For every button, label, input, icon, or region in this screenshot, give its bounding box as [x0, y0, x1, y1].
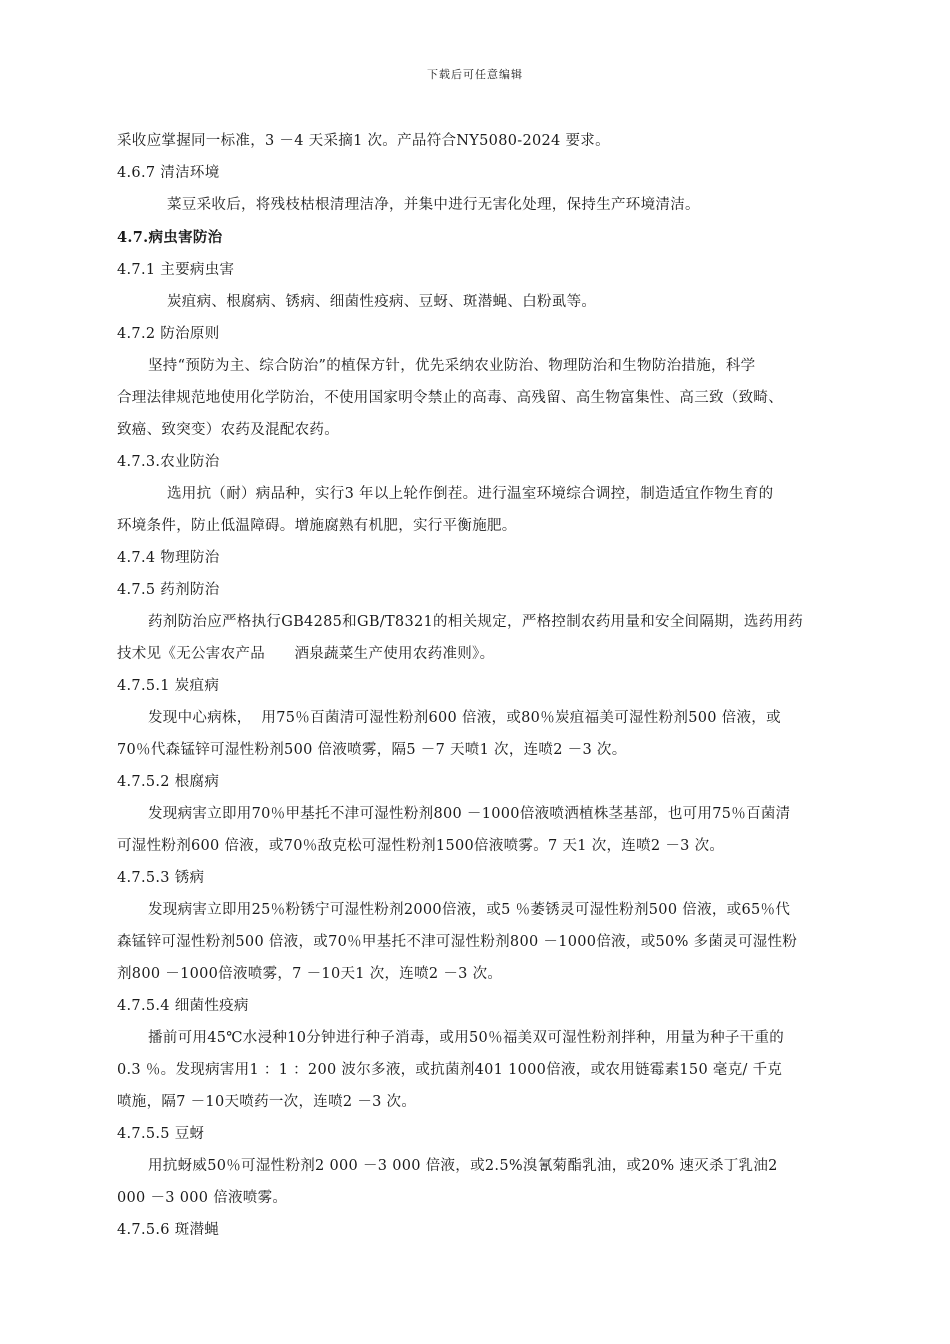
text-line: 喷施，隔7 －10天喷药一次，连喷2 －3 次。	[117, 1094, 417, 1110]
section-heading: 4.7.5.3 锈病	[117, 870, 205, 886]
section-heading: 4.7.1 主要病虫害	[117, 262, 235, 278]
text-line: 000 －3 000 倍液喷雾。	[117, 1190, 288, 1206]
section-heading: 4.7.5.6 斑潜蝇	[117, 1222, 220, 1238]
text-line: 合理法律规范地使用化学防治，不使用国家明令禁止的高毒、高残留、高生物富集性、高三致（致畸、	[117, 390, 783, 406]
text-line: 采收应掌握同一标准，3 －4 天采摘1 次。产品符合NY5080-2024 要求。	[117, 133, 610, 149]
section-heading: 4.7.4 物理防治	[117, 550, 220, 566]
text-line: 药剂防治应严格执行GB4285和GB/T8321的相关规定，严格控制农药用量和安全间隔期，选药用药	[148, 614, 804, 630]
text-line: 可湿性粉剂600 倍液，或70％敌克松可湿性粉剂1500倍液喷雾。7 天1 次，连喷2 －3 次。	[117, 838, 725, 854]
text-line: 选用抗（耐）病品种，实行3 年以上轮作倒茬。进行温室环境综合调控，制造适宜作物生育的	[167, 486, 774, 502]
section-heading: 4.7.5.2 根腐病	[117, 774, 220, 790]
section-heading: 4.7.5.5 豆蚜	[117, 1126, 205, 1142]
section-heading: 4.7.5.1 炭疽病	[117, 678, 220, 694]
section-heading: 4.7.5 药剂防治	[117, 582, 220, 598]
section-heading: 4.6.7 清洁环境	[117, 165, 220, 181]
text-line: 用抗蚜威50％可湿性粉剂2 000 －3 000 倍液，或2.5%溴氰菊酯乳油，或20% 速灭杀丁乳油2	[148, 1158, 778, 1174]
section-heading: 4.7.5.4 细菌性疫病	[117, 998, 249, 1014]
text-line: 坚持“预防为主、综合防治”的植保方针，优先采纳农业防治、物理防治和生物防治措施，科学	[148, 358, 756, 374]
text-line: 播前可用45℃水浸种10分钟进行种子消毒，或用50％福美双可湿性粉剂拌种，用量为种子干重的	[148, 1030, 785, 1046]
text-line: 环境条件，防止低温障碍。增施腐熟有机肥，实行平衡施肥。	[117, 518, 517, 534]
text-line: 发现中心病株， 用75％百菌清可湿性粉剂600 倍液，或80％炭疽福美可湿性粉剂500 倍液，或	[148, 710, 781, 726]
text-line: 发现病害立即用70％甲基托不津可湿性粉剂800 －1000倍液喷洒植株茎基部，也可用75％百菌清	[148, 806, 791, 822]
text-line: 森锰锌可湿性粉剂500 倍液，或70％甲基托不津可湿性粉剂800 －1000倍液，或50% 多菌灵可湿性粉	[117, 934, 798, 950]
text-line: 技术见《无公害农产品 酒泉蔬菜生产使用农药准则》。	[117, 646, 495, 662]
text-line: 剂800 －1000倍液喷雾，7 －10天1 次，连喷2 －3 次。	[117, 966, 503, 982]
page-header: 下载后可任意编辑	[427, 68, 523, 81]
text-line: 0.3 ％。发现病害用1 ：1 ：200 波尔多液，或抗菌剂401 1000倍液，或农用链霉素150 毫克/ 千克	[117, 1062, 783, 1078]
text-line: 70％代森锰锌可湿性粉剂500 倍液喷雾，隔5 －7 天喷1 次，连喷2 －3 次。	[117, 742, 627, 758]
section-heading: 4.7.2 防治原则	[117, 326, 220, 342]
text-line: 致癌、致突变）农药及混配农药。	[117, 422, 339, 438]
section-heading: 4.7.3.农业防治	[117, 454, 220, 470]
text-line: 发现病害立即用25％粉锈宁可湿性粉剂2000倍液，或5 ％萎锈灵可湿性粉剂500 倍液，或65％代	[148, 902, 791, 918]
section-heading: 4.7.病虫害防治	[117, 229, 223, 246]
text-line: 炭疽病、根腐病、锈病、细菌性疫病、豆蚜、斑潜蝇、白粉虱等。	[167, 294, 597, 310]
text-line: 菜豆采收后，将残枝枯根清理洁净，并集中进行无害化处理，保持生产环境清洁。	[167, 197, 700, 213]
